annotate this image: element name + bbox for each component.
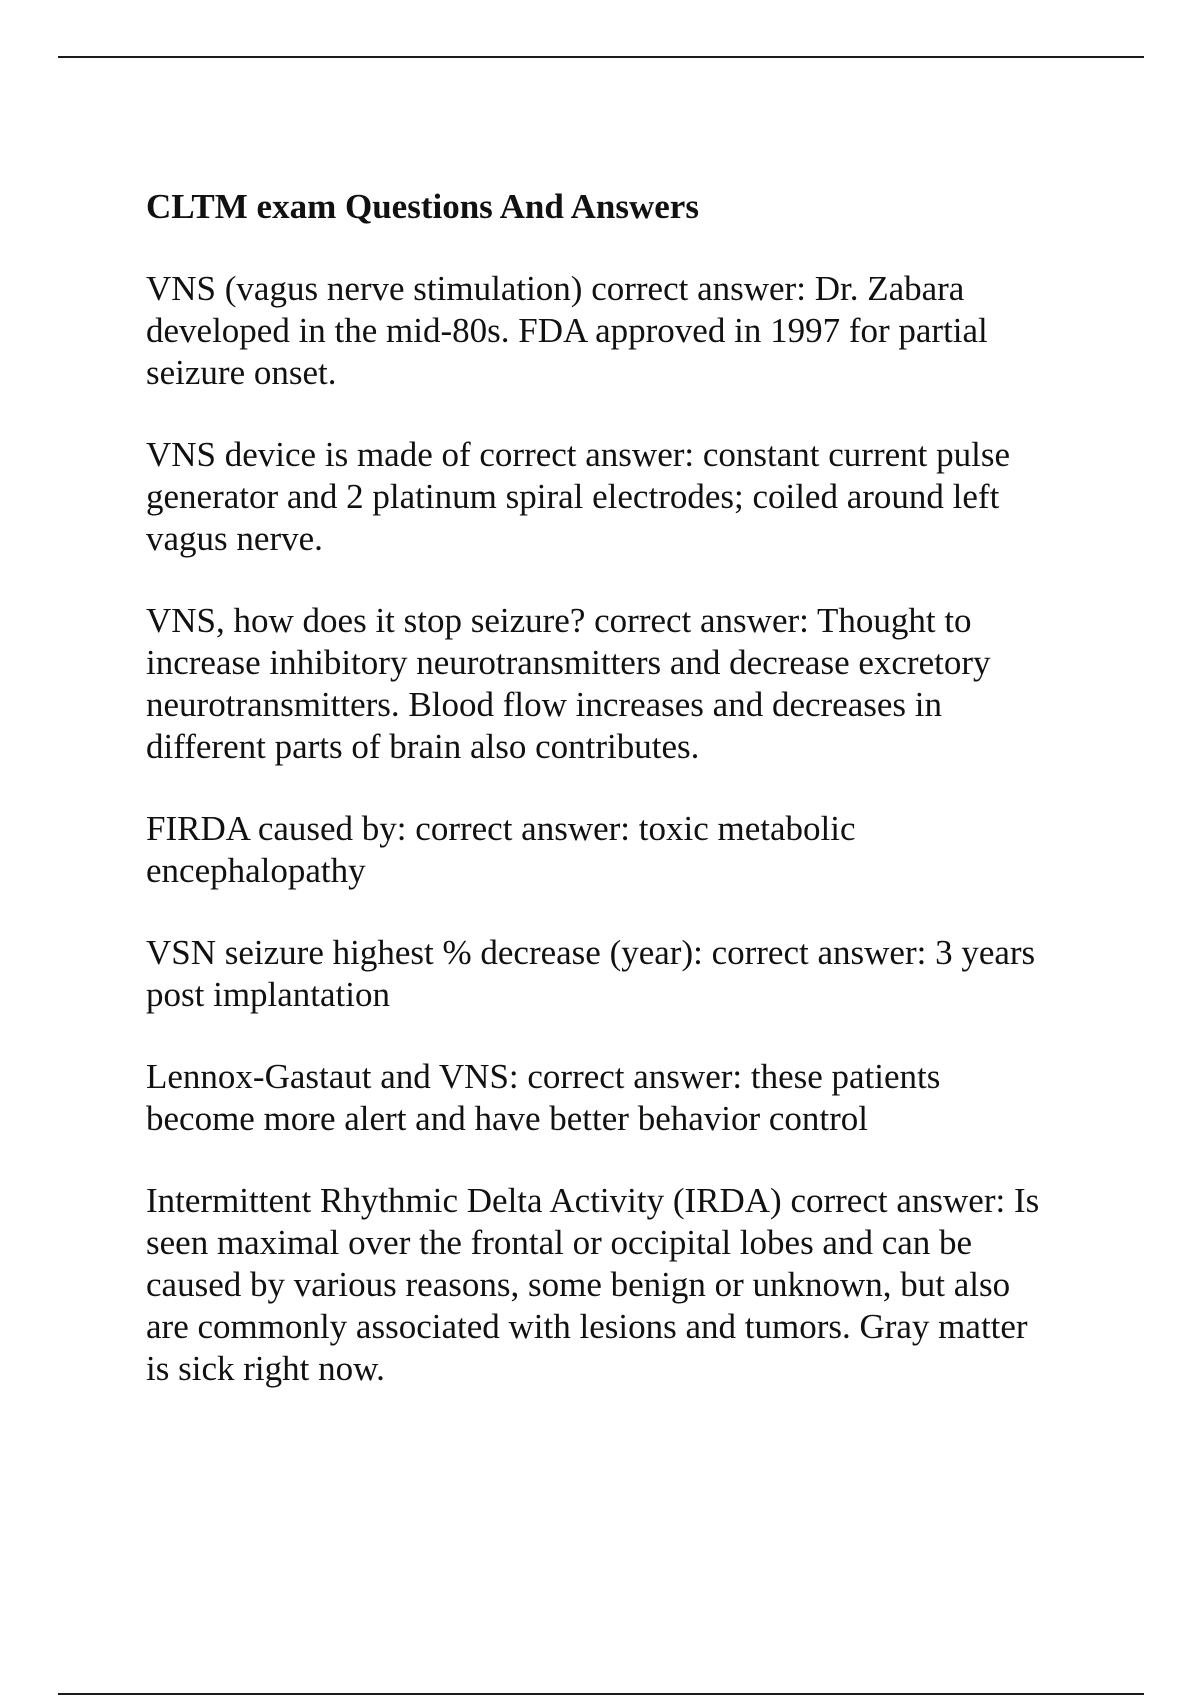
qa-entry-vns-stimulation: VNS (vagus nerve stimulation) correct answer: Dr. Zabara developed in the mid-80s. FDA approved in 1997 for partial seizure onset. <box>146 269 988 392</box>
qa-entry-irda: Intermittent Rhythmic Delta Activity (IRDA) correct answer: Is seen maximal over the frontal or occipital lobes and can be caused by various reasons, some benign or unknown, but also are commonly associated with lesions and tumors. Gray matter is sick right now. <box>146 1181 1040 1388</box>
document-title: CLTM exam Questions And Answers <box>146 187 699 226</box>
qa-entry-vsn-decrease: VSN seizure highest % decrease (year): correct answer: 3 years post implantation <box>146 933 1036 1014</box>
document-body <box>146 186 1096 1430</box>
qa-entry-lennox-gastaut: Lennox-Gastaut and VNS: correct answer: these patients become more alert and have better behavior control <box>146 1057 941 1138</box>
qa-entry-vns-mechanism: VNS, how does it stop seizure? correct answer: Thought to increase inhibitory neurotransmitters and decrease excretory neurotransmitters. Blood flow increases and decreases in different parts of brain also contributes. <box>146 601 991 766</box>
footer-rule <box>58 1693 1144 1695</box>
qa-entry-vns-device: VNS device is made of correct answer: constant current pulse generator and 2 platinum spiral electrodes; coiled around left vagus nerve. <box>146 435 1010 558</box>
header-rule <box>58 56 1144 58</box>
qa-entry-firda-cause: FIRDA caused by: correct answer: toxic metabolic encephalopathy <box>146 809 856 890</box>
